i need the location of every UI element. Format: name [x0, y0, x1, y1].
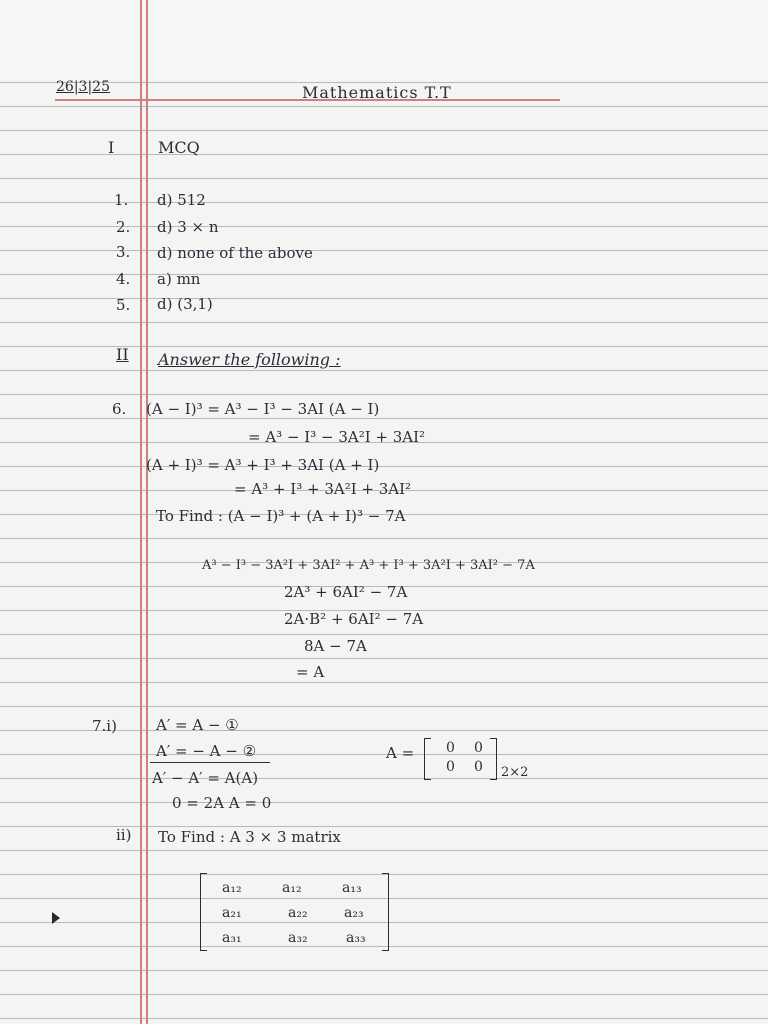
q6-line: = A³ − I³ − 3A²I + 3AI²: [248, 428, 426, 446]
mcq-number: 2.: [116, 218, 131, 236]
q6-line: 8A − 7A: [304, 637, 367, 655]
matrix-cell: a₂₃: [344, 905, 364, 921]
mcq-answer: d) 512: [157, 191, 206, 209]
margin-line-left: [140, 0, 142, 1024]
q6-line: A³ − I³ − 3A²I + 3AI² + A³ + I³ + 3A²I + 3AI² − 7A: [202, 558, 535, 573]
mcq-answer: a) mn: [157, 270, 201, 288]
matrix-cell: 0: [474, 759, 483, 775]
matrix-size: 2×2: [501, 765, 529, 780]
q7-find-line: To Find : A 3 × 3 matrix: [158, 828, 341, 846]
q7-line: A′ − A′ = A(A): [152, 769, 259, 787]
mcq-number: 4.: [116, 270, 131, 288]
mcq-answer: d) (3,1): [157, 295, 213, 313]
date: 26|3|25: [56, 79, 110, 95]
matrix-cell: a₁₂: [222, 880, 242, 896]
matrix-cell: a₃₂: [288, 930, 308, 946]
mcq-answer: d) none of the above: [157, 244, 313, 262]
subtraction-rule: [150, 762, 270, 763]
matrix-cell: a₁₂: [282, 880, 302, 896]
question-6-number: 6.: [112, 400, 127, 418]
mcq-answer: d) 3 × n: [157, 218, 219, 236]
matrix-cell: a₁₃: [342, 880, 362, 896]
matrix-cell: a₂₁: [222, 905, 242, 921]
binding-marker: [52, 912, 60, 924]
matrix-cell: 0: [446, 740, 455, 756]
mcq-number: 3.: [116, 243, 131, 261]
q7-line: 0 = 2A A = 0: [172, 794, 272, 812]
margin-line-right: [146, 0, 148, 1024]
section-1-heading: MCQ: [158, 138, 200, 157]
matrix-cell: a₂₂: [288, 905, 308, 921]
matrix-2x2-left-bracket: [424, 738, 431, 780]
matrix-3x3-left-bracket: [200, 873, 207, 951]
q6-line: 2A³ + 6AI² − 7A: [284, 583, 408, 601]
matrix-cell: a₃₁: [222, 930, 242, 946]
page-top-margin: [0, 0, 768, 80]
q6-line: = A: [296, 663, 325, 681]
section-2-heading: Answer the following :: [158, 350, 341, 369]
mcq-number: 5.: [116, 296, 131, 314]
mcq-number: 1.: [114, 191, 129, 209]
page-title: Mathematics T.T: [302, 83, 452, 102]
q7-line: A′ = − A − ②: [156, 742, 257, 760]
matrix-3x3-right-bracket: [382, 873, 389, 951]
q6-line: 2A·B² + 6AI² − 7A: [284, 610, 424, 628]
q6-line: = A³ + I³ + 3A²I + 3AI²: [234, 480, 412, 498]
question-7-i-number: 7.i): [92, 717, 117, 735]
matrix-cell: 0: [446, 759, 455, 775]
matrix-cell: a₃₃: [346, 930, 366, 946]
section-2-numeral: II: [116, 345, 129, 364]
q6-line: (A + I)³ = A³ + I³ + 3AI (A + I): [146, 456, 380, 474]
section-1-numeral: I: [108, 138, 115, 157]
q7-line: A′ = A − ①: [156, 716, 239, 734]
matrix-cell: 0: [474, 740, 483, 756]
matrix-2x2-right-bracket: [490, 738, 497, 780]
question-7-ii-number: ii): [116, 826, 132, 844]
q6-line: (A − I)³ = A³ − I³ − 3AI (A − I): [146, 400, 380, 418]
q6-line: To Find : (A − I)³ + (A + I)³ − 7A: [156, 507, 406, 525]
matrix-label: A =: [386, 744, 415, 762]
